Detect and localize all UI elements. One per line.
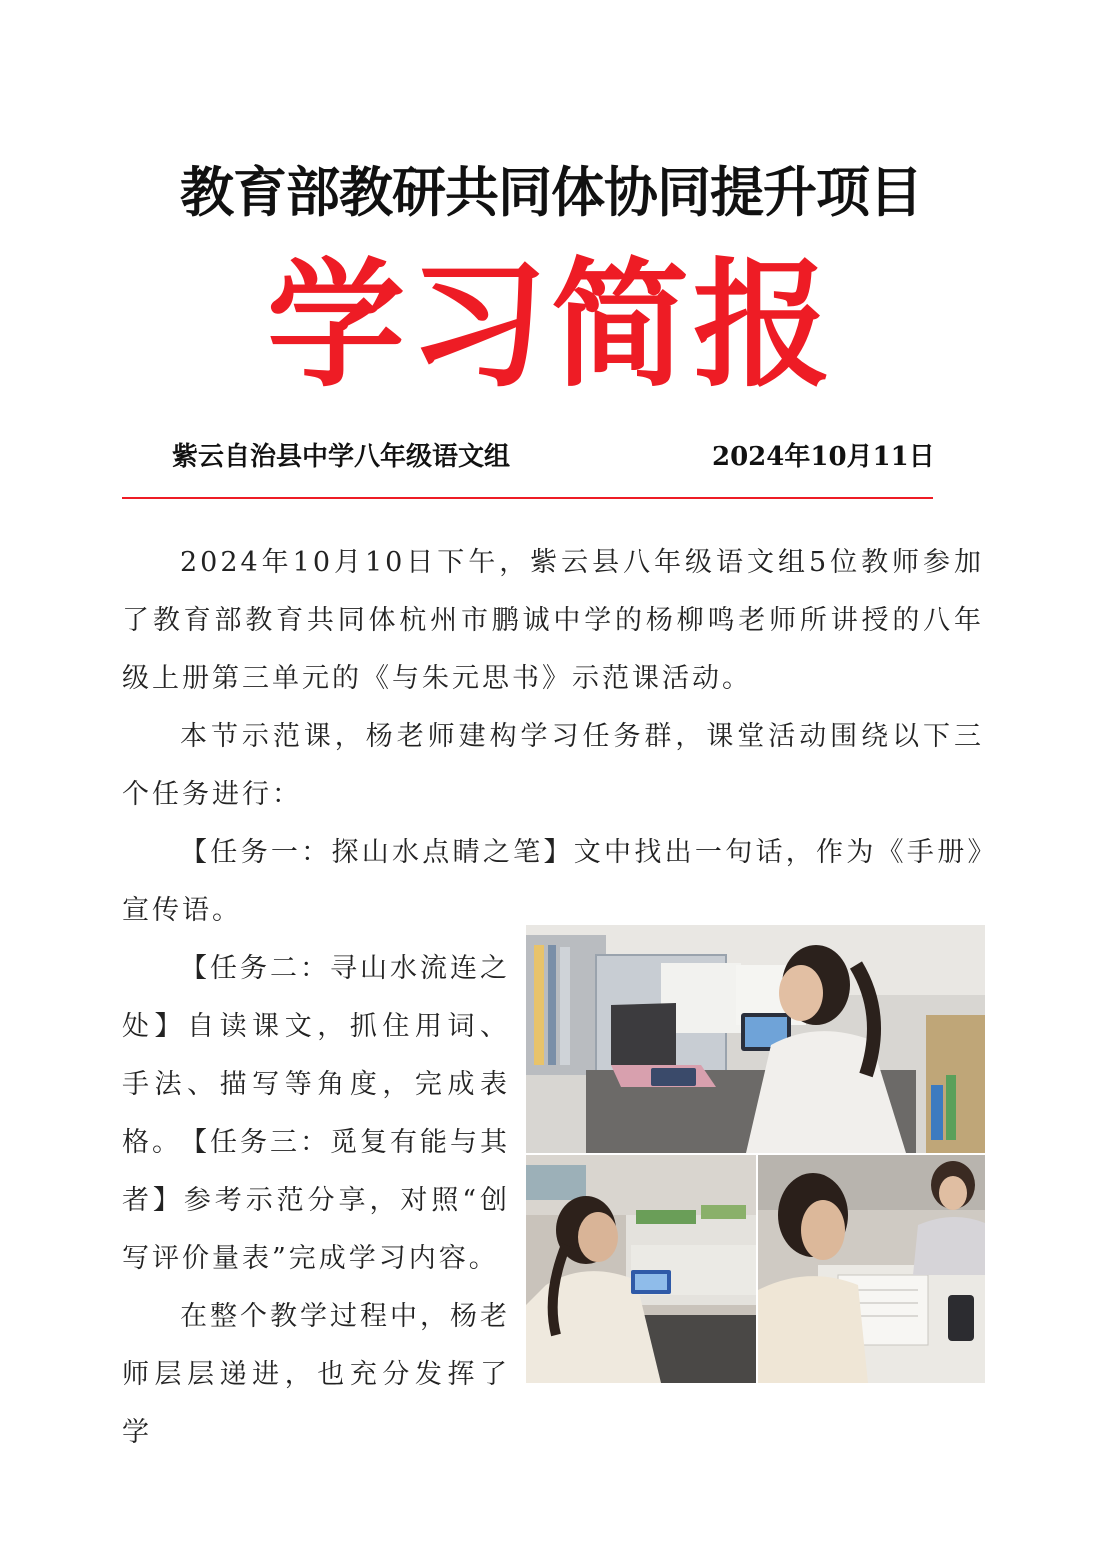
page-title: 学习简报	[266, 245, 835, 406]
teacher-with-phone-photo	[526, 1155, 756, 1383]
teachers-writing-photo	[758, 1155, 985, 1383]
paragraph-summary: 在整个教学过程中，杨老师层层递进，也充分发挥了学	[122, 1301, 510, 1448]
paragraph-task-three: 【任务三：觅复有能与其者】参考示范分享，对照“创写评价量表”完成学习内容。	[122, 1127, 510, 1274]
teacher-at-laptop-photo	[526, 925, 985, 1153]
issue-date: 2024年10月11日	[712, 442, 935, 472]
paragraph-task-two: 【任务二：寻山水流连之处】自读课文，抓住用词、手法、描写等角度，完成表格。	[122, 953, 510, 1158]
project-supertitle: 教育部教研共同体协同提升项目	[180, 161, 922, 224]
paragraph-overview: 本节示范课，杨老师建构学习任务群，课堂活动围绕以下三个任务进行：	[122, 721, 984, 810]
organization-label: 紫云自治县中学八年级语文组	[172, 442, 511, 472]
paragraph-intro: 2024年10月10日下午，紫云县八年级语文组5位教师参加了教育部教育共同体杭州市鹏诚中学的杨柳鸣老师所讲授的八年级上册第三单元的《与朱元思书》示范课活动。	[122, 547, 984, 694]
paragraph-task-one: 【任务一：探山水点睛之笔】文中找出一句话，作为《手册》宣传语。	[122, 837, 984, 926]
header-divider	[122, 497, 933, 499]
